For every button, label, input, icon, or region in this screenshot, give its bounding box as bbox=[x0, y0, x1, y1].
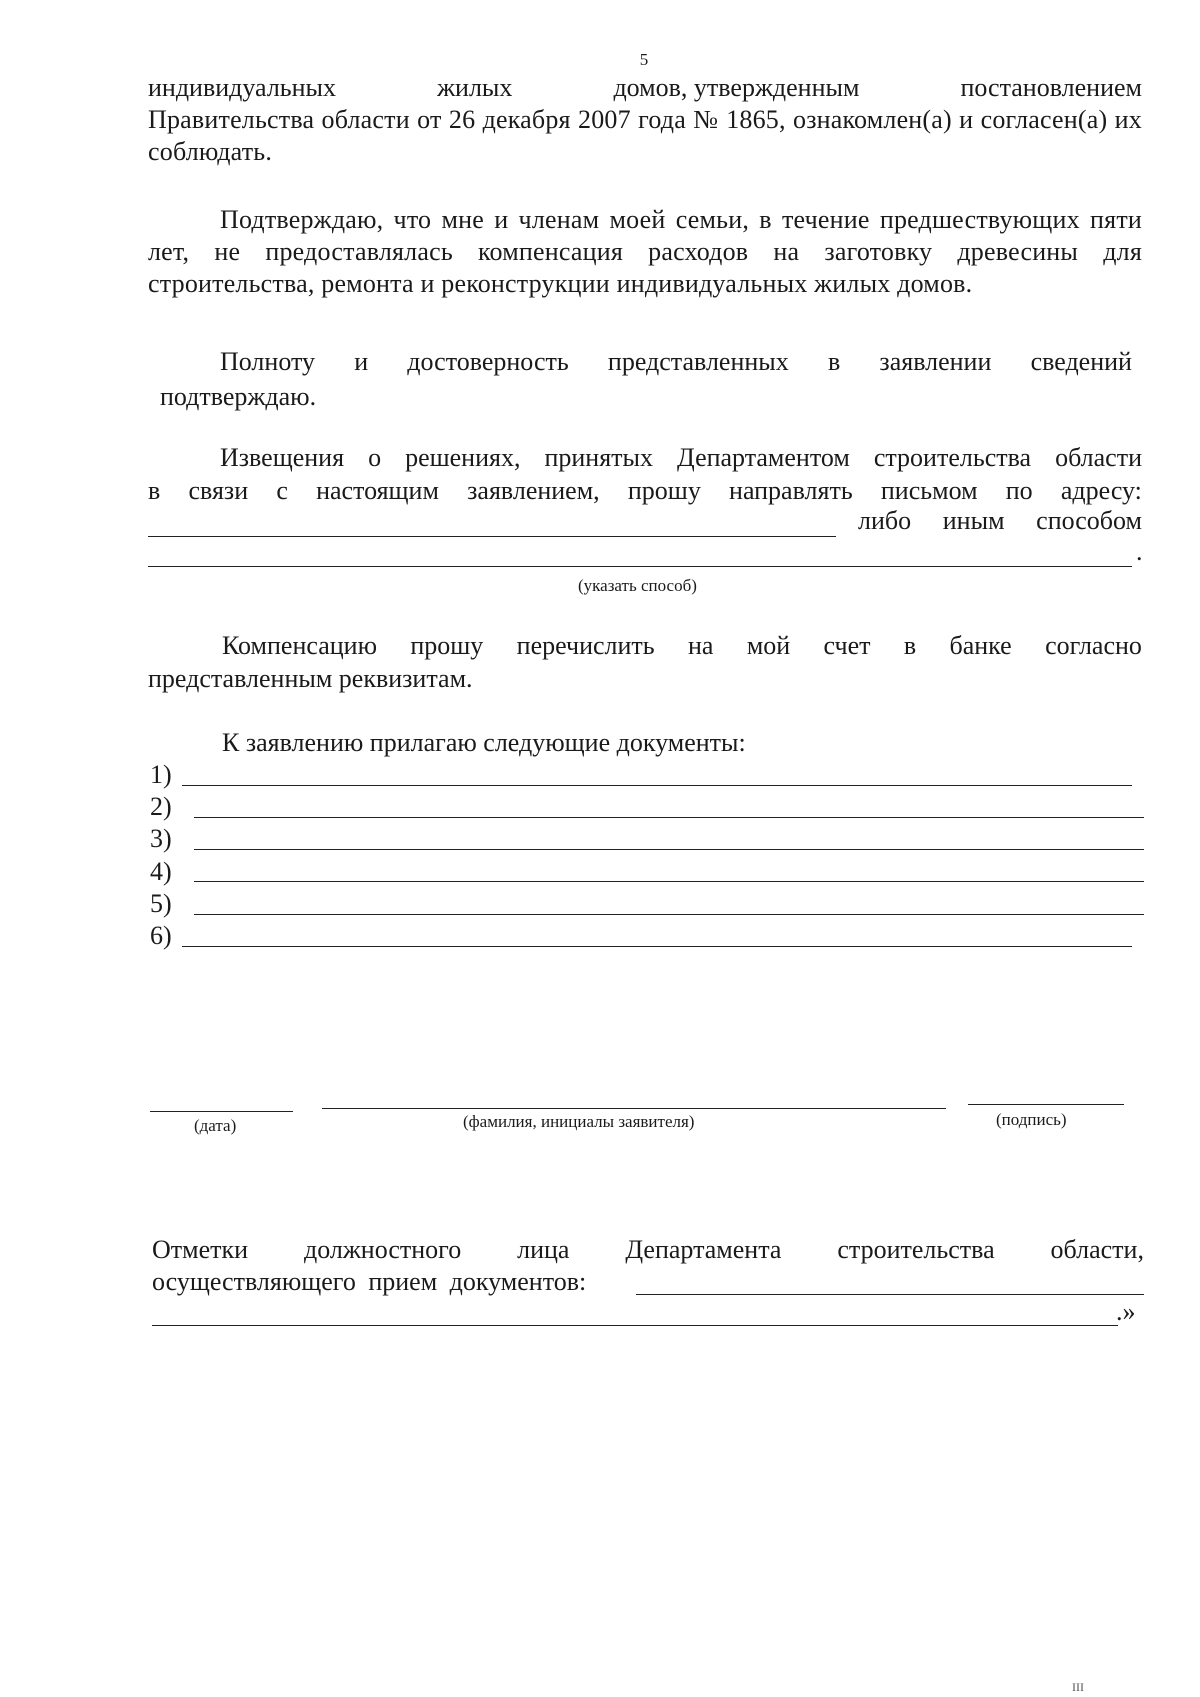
p5-word: перечислить bbox=[516, 631, 655, 660]
page-number: 5 bbox=[639, 50, 649, 69]
paragraph-4-line-3 bbox=[858, 505, 1142, 537]
p3-word: Полноту bbox=[220, 347, 315, 376]
p5-word: в bbox=[903, 631, 917, 660]
method-blank-line[interactable] bbox=[148, 566, 1132, 567]
paragraph-3-first-line bbox=[220, 346, 1132, 378]
attachment-number: 2) bbox=[150, 792, 172, 821]
attachment-line[interactable] bbox=[194, 914, 1144, 915]
attachment-number: 1) bbox=[150, 760, 172, 789]
attachment-number: 5) bbox=[150, 889, 172, 918]
p1-word: постановлением bbox=[960, 73, 1142, 102]
p4-word: настоящим bbox=[316, 476, 439, 505]
p4-word: письмом bbox=[880, 476, 978, 505]
attachment-number: 3) bbox=[150, 824, 172, 853]
p3-word: достоверность bbox=[407, 347, 569, 376]
attachment-line[interactable] bbox=[194, 817, 1144, 818]
p4-word: иным bbox=[942, 506, 1005, 535]
p1-word: индивидуальных bbox=[148, 73, 337, 102]
p4-word: адресу: bbox=[1060, 476, 1142, 505]
p5-word: согласно bbox=[1045, 631, 1142, 660]
paragraph-4-line-1: Извещения о решениях, принятых Департаментом строительства области bbox=[220, 443, 1142, 472]
p3-word: представленных bbox=[607, 347, 789, 376]
p6-word: Департамента bbox=[625, 1235, 782, 1264]
attachments-intro: К заявлению прилагаю следующие документы: bbox=[222, 728, 746, 757]
p5-word: банке bbox=[949, 631, 1012, 660]
paragraph-4-line-2 bbox=[148, 475, 1142, 507]
p5-word: прошу bbox=[410, 631, 484, 660]
name-line[interactable] bbox=[322, 1108, 946, 1109]
p4-word: связи bbox=[188, 476, 249, 505]
p5-word: Компенсацию bbox=[222, 631, 378, 660]
p4-word: направлять bbox=[729, 476, 853, 505]
signature-line[interactable] bbox=[968, 1104, 1124, 1105]
official-marks-line-2[interactable] bbox=[152, 1325, 1118, 1326]
p5-word: мой bbox=[746, 631, 791, 660]
official-marks-line-1[interactable] bbox=[636, 1294, 1144, 1295]
paragraph-3-second-line: подтверждаю. bbox=[160, 382, 317, 411]
paragraph-5-first-line bbox=[222, 630, 1142, 662]
caption-name: (фамилия, инициалы заявителя) bbox=[463, 1112, 695, 1131]
p3-word: сведений bbox=[1030, 347, 1132, 376]
caption-date: (дата) bbox=[194, 1116, 237, 1135]
address-blank-line[interactable] bbox=[148, 536, 836, 537]
date-line[interactable] bbox=[150, 1111, 293, 1112]
caption-signature: (подпись) bbox=[996, 1110, 1067, 1129]
attachment-line[interactable] bbox=[182, 785, 1132, 786]
p6-word: Отметки bbox=[152, 1235, 249, 1264]
attachment-line[interactable] bbox=[194, 881, 1144, 882]
p5-word: счет bbox=[823, 631, 871, 660]
paragraph-2: Подтверждаю, что мне и членам моей семьи, в течение предшествующих пяти лет, не предоставлялась компенсация расходов на заготовку древесины для строительства, ремонта и реконструкции индивидуальных жилых домов. bbox=[148, 205, 1142, 298]
p4-word: заявлением, bbox=[467, 476, 600, 505]
p4-word: с bbox=[276, 476, 288, 505]
paragraph-6-second-line: осуществляющего прием документов: bbox=[152, 1267, 587, 1296]
p1-word: жилых bbox=[437, 73, 513, 102]
attachment-line[interactable] bbox=[182, 946, 1132, 947]
paragraph-1-first-line bbox=[148, 72, 1142, 104]
attachment-line[interactable] bbox=[194, 849, 1144, 850]
paragraph-1-rest: Правительства области от 26 декабря 2007 года № 1865, ознакомлен(а) и согласен(а) их соблюдать. bbox=[148, 105, 1142, 166]
caption-method: (указать способ) bbox=[578, 576, 697, 595]
p4-word: либо bbox=[858, 506, 912, 535]
p5-word: на bbox=[688, 631, 714, 660]
p6-word: строительства bbox=[837, 1235, 995, 1264]
paragraph-6-first-line bbox=[152, 1234, 1144, 1266]
p6-word: должностного bbox=[303, 1235, 462, 1264]
closing-quote: .» bbox=[1116, 1297, 1136, 1326]
p6-word: лица bbox=[517, 1235, 570, 1264]
p3-word: заявлении bbox=[879, 347, 992, 376]
scan-corner-mark: III bbox=[1072, 1680, 1084, 1694]
p6-word: области, bbox=[1050, 1235, 1144, 1264]
p1-word: домов, утвержденным bbox=[613, 73, 860, 102]
attachment-number: 4) bbox=[150, 857, 172, 886]
p3-word: и bbox=[354, 347, 369, 376]
p4-word: по bbox=[1005, 476, 1033, 505]
paragraph-5-second-line: представленным реквизитам. bbox=[148, 664, 473, 693]
period-mark: . bbox=[1136, 537, 1143, 566]
p4-word: в bbox=[148, 476, 161, 505]
p3-word: в bbox=[827, 347, 841, 376]
p4-word: способом bbox=[1036, 506, 1142, 535]
p4-word: прошу bbox=[627, 476, 701, 505]
attachment-number: 6) bbox=[150, 921, 172, 950]
